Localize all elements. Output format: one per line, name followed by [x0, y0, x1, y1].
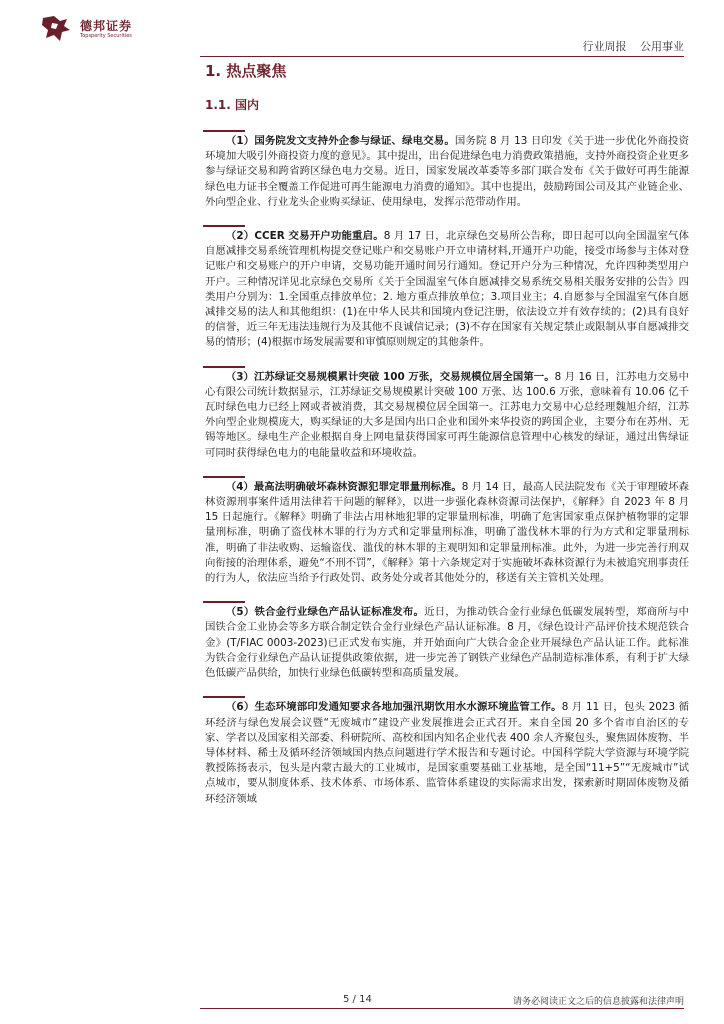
paragraph: [205, 700, 689, 806]
paragraph-number: （6）: [225, 701, 255, 714]
logo-mark-icon: [40, 14, 74, 44]
paragraph-lead: 最高法明确破坏森林资源犯罪定罪量刑标准。: [253, 480, 462, 493]
page-number: 5 / 14: [343, 994, 372, 1005]
logo-subtitle: Topsperity Securities: [80, 33, 132, 39]
logo-name: 德邦证券: [80, 19, 133, 33]
legal-disclaimer: 请务必阅读正文之后的信息披露和法律声明: [512, 997, 684, 1007]
news-item-6: [205, 696, 689, 806]
paragraph-number: （2）: [225, 230, 255, 243]
paragraph-number: （3）: [225, 370, 254, 383]
paragraph: [205, 605, 689, 681]
paragraph-lead: 国务院发文支持外企参与绿证、绿电交易。: [254, 135, 455, 147]
news-item-5: [205, 601, 689, 681]
paragraph: [205, 134, 689, 210]
footer-divider: [200, 1008, 684, 1009]
paragraph: [205, 370, 689, 461]
news-item-2: [205, 225, 689, 351]
header-divider: [200, 56, 684, 57]
report-type: 行业周报: [582, 40, 627, 53]
news-item-4: [205, 476, 689, 586]
sector-label: 公用事业: [640, 40, 684, 53]
paragraph-number: （1）: [225, 135, 255, 147]
paragraph: [205, 480, 689, 586]
paragraph-body: 8 月 11 日，包头 2023 循环经济与绿色发展会议暨“无废城市”建设产业发展推进会正式召开。来自全国 20 多个省市自治区的专家、学者以及国家相关部委、科研院所、高校和国内知名企业代表 400 余人齐聚包头，聚焦固体废物、半导体材料、稀土及循环经济领域国内热点问题进行学术报告和专题讨论。中国科学院大学资源与环境学院教授陈扬表示，包头是内蒙古最大的工业城市，是国家重要基础工业基地，是全国“11+5”“无废城市”试点城市，要从制度体系、技术体系、市场体系、监管体系建设的实际需求出发，探索新时期固体废物及循环经济领域: [205, 701, 690, 805]
paragraph-number: （5）: [225, 606, 255, 619]
report-header: [583, 38, 685, 54]
news-item-1: [205, 130, 689, 210]
paragraph-body: 近日，为推动铁合金行业绿色低碳发展转型，郑商所与中国铁合金工业协会等多方联合制定铁合金行业绿色产品认证标准。8 月，《绿色设计产品评价技术规范铁合金》(T/FIAC 0003-2023)已正式发布实施，并开始面向广大铁合金企业开展绿色产品认证工作。此标准为铁合金行业绿色产品认证提供政策依据，进一步完善了钢铁产业绿色产品制造标准体系，有利于扩大绿色低碳产品供给，加快行业绿色低碳转型和高质量发展。: [205, 606, 690, 680]
paragraph: [205, 229, 689, 351]
paragraph-body: 8 月 17 日，北京绿色交易所公告称，即日起可以向全国温室气体自愿减排交易系统管理机构提交登记账户和交易账户开立申请材料,开通开户功能，接受市场参与主体对登记账户和交易账户的开户申请，交易功能开通时间另行通知。登记开户分为三种情况，允许四种类型用户开户。三种情况详见北京绿色交易所《关于全国温室气体自愿减排交易系统交易相关服务安排的公告》四类用户分别为：1.全国重点排放单位；2. 地方重点排放单位；3.项目业主；4.自愿参与全国温室气体自愿减排交易的法人和其他组织：(1)在中华人民共和国境内登记注册，依法设立并有效存续的；(2)具有良好的信誉，近三年无违法违规行为及其他不良诚信记录；(3)不存在国家有关规定禁止或限制从事自愿减排交易的情形；(4)根据市场发展需要和审慎原则规定的其他条件。: [205, 230, 690, 349]
main-content: [205, 58, 689, 807]
paragraph-lead: CCER 交易开户功能重启。: [254, 230, 384, 243]
subsection-title: 1.1. 国内: [205, 98, 259, 112]
paragraph-body: 8 月 14 日，最高人民法院发布《关于审理破坏森林资源刑事案件适用法律若干问题的解释》，以进一步强化森林资源司法保护，《解释》自 2023 年 8 月 15 日起施行。《解释》明确了非法占用林地犯罪的定罪量刑标准，明确了危害国家重点保护植物罪的定罪量刑标准，明确了盗伐林木罪的行为方式和定罪量刑标准，明确了滥伐林木罪的行为方式和定罪量刑标准，明确了非法收购、运输盗伐、滥伐的林木罪的主观明知和定罪量刑标准。此外，为进一步完善行刑双向衔接的治理体系，避免“不刑不罚”，《解释》第十六条规定对于实施破坏森林资源行为未被追究刑事责任的行为人，依法应当给予行政处罚、政务处分或者其他处分的，移送有关主管机关处理。: [205, 480, 689, 585]
paragraph-lead: 江苏绿证交易规模累计突破 100 万张，交易规模位居全国第一。: [253, 370, 555, 383]
section-title: 1. 热点聚焦: [205, 62, 287, 80]
paragraph-body: 8 月 16 日，江苏电力交易中心有限公司统计数据显示，江苏绿证交易规模累计突破 100 万张、达 100.6 万张，意味着有 10.06 亿千瓦时绿色电力已经上网或者被消费，其交易规模位居全国第一。江苏电力交易中心总经理魏旭介绍，江苏外向型企业规模庞大，购买绿证的大多是国内出口企业和国外来华投资的跨国企业，主要分布在苏州、无锡等地区。绿电生产企业根据自身上网电量获得国家可再生能源信息管理中心核发的绿证，通过出售绿证可同时获得绿色电力的电能量收益和环境收益。: [205, 370, 690, 459]
paragraph-body: 国务院 8 月 13 日印发《关于进一步优化外商投资环境加大吸引外商投资力度的意见》。其中提出，出台促进绿色电力消费政策措施，支持外商投资企业更多参与绿证交易和跨省跨区绿色电力交易。近日，国家发展改革委等多部门联合发布《关于做好可再生能源绿色电力证书全覆盖工作促进可再生能源电力消费的通知》。其中也提出，鼓励跨国公司及其产业链企业、外向型企业、行业龙头企业购买绿证、使用绿电，发挥示范带动作用。: [205, 135, 690, 208]
company-logo: [40, 14, 200, 44]
paragraph-lead: 铁合金行业绿色产品认证标准发布。: [254, 606, 425, 619]
news-item-3: [205, 366, 689, 461]
paragraph-number: （4）: [225, 480, 254, 493]
paragraph-lead: 生态环境部印发通知要求各地加强汛期饮用水水源环境监管工作。: [254, 701, 562, 714]
